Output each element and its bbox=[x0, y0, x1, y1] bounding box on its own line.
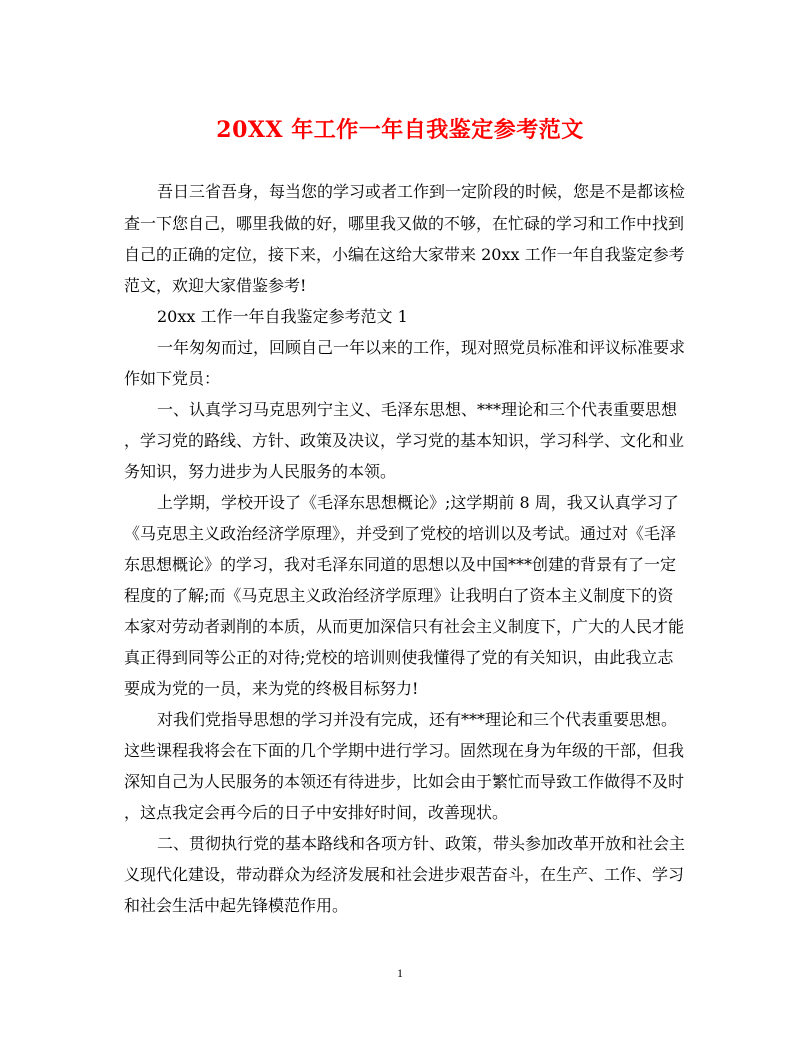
body-line: 作如下党员： bbox=[124, 369, 221, 388]
body-line: 本家对劳动者剥削的本质，从而更加深信只有社会主义制度下，广大的人民才能 bbox=[124, 617, 685, 636]
body-line: 对我们党指导思想的学习并没有完成，还有***理论和三个代表重要思想。 bbox=[157, 710, 678, 729]
document-title: 20XX 年工作一年自我鉴定参考范文 bbox=[216, 117, 584, 143]
page-number: 1 bbox=[397, 966, 403, 980]
body-line: 要成为党的一员，来为党的终极目标努力! bbox=[124, 679, 419, 698]
body-line: 东思想概论》的学习，我对毛泽东同道的思想以及中国***创建的背景有了一定 bbox=[124, 555, 677, 574]
body-line: 一年匆匆而过，回顾自己一年以来的工作，现对照党员标准和评议标准要求 bbox=[157, 338, 686, 357]
body-line: 真正得到同等公正的对待;党校的培训则使我懂得了党的有关知识，由此我立志 bbox=[124, 648, 674, 667]
body-line: 程度的了解;而《马克思主义政治经济学原理》让我明白了资本主义制度下的资 bbox=[124, 586, 674, 605]
body-line: 深知自己为人民服务的本领还有待进步，比如会由于繁忙而导致工作做得不及时 bbox=[124, 772, 685, 791]
body-line: 范文，欢迎大家借鉴参考! bbox=[124, 276, 307, 295]
body-line: 二、贯彻执行党的基本路线和各项方针、政策，带头参加改革开放和社会主 bbox=[157, 834, 686, 853]
body-line: 查一下您自己，哪里我做的好，哪里我又做的不够，在忙碌的学习和工作中找到 bbox=[124, 214, 685, 233]
body-line: 义现代化建设，带动群众为经济发展和社会进步艰苦奋斗，在生产、工作、学习 bbox=[124, 865, 685, 884]
body-line: 务知识，努力进步为人民服务的本领。 bbox=[124, 462, 397, 481]
body-line: 一、认真学习马克思列宁主义、毛泽东思想、***理论和三个代表重要思想 bbox=[157, 400, 678, 419]
section-heading: 20xx 工作一年自我鉴定参考范文 1 bbox=[157, 307, 408, 326]
body-line: 这些课程我将会在下面的几个学期中进行学习。固然现在身为年级的干部，但我 bbox=[124, 741, 685, 760]
body-line: 《马克思主义政治经济学原理》，并受到了党校的培训以及考试。通过对《毛泽 bbox=[124, 524, 677, 543]
body-line: 上学期，学校开设了《毛泽东思想概论》;这学期前 8 周，我又认真学习了 bbox=[157, 493, 679, 512]
body-line: 自己的正确的定位，接下来，小编在这给大家带来 20xx 工作一年自我鉴定参考 bbox=[124, 245, 685, 264]
body-line: 和社会生活中起先锋模范作用。 bbox=[124, 896, 349, 915]
body-line: ，学习党的路线、方针、政策及决议，学习党的基本知识，学习科学、文化和业 bbox=[124, 431, 685, 450]
body-line: ，这点我定会再今后的日子中安排好时间，改善现状。 bbox=[124, 803, 509, 822]
body-line: 吾日三省吾身，每当您的学习或者工作到一定阶段的时候，您是不是都该检 bbox=[157, 182, 686, 201]
